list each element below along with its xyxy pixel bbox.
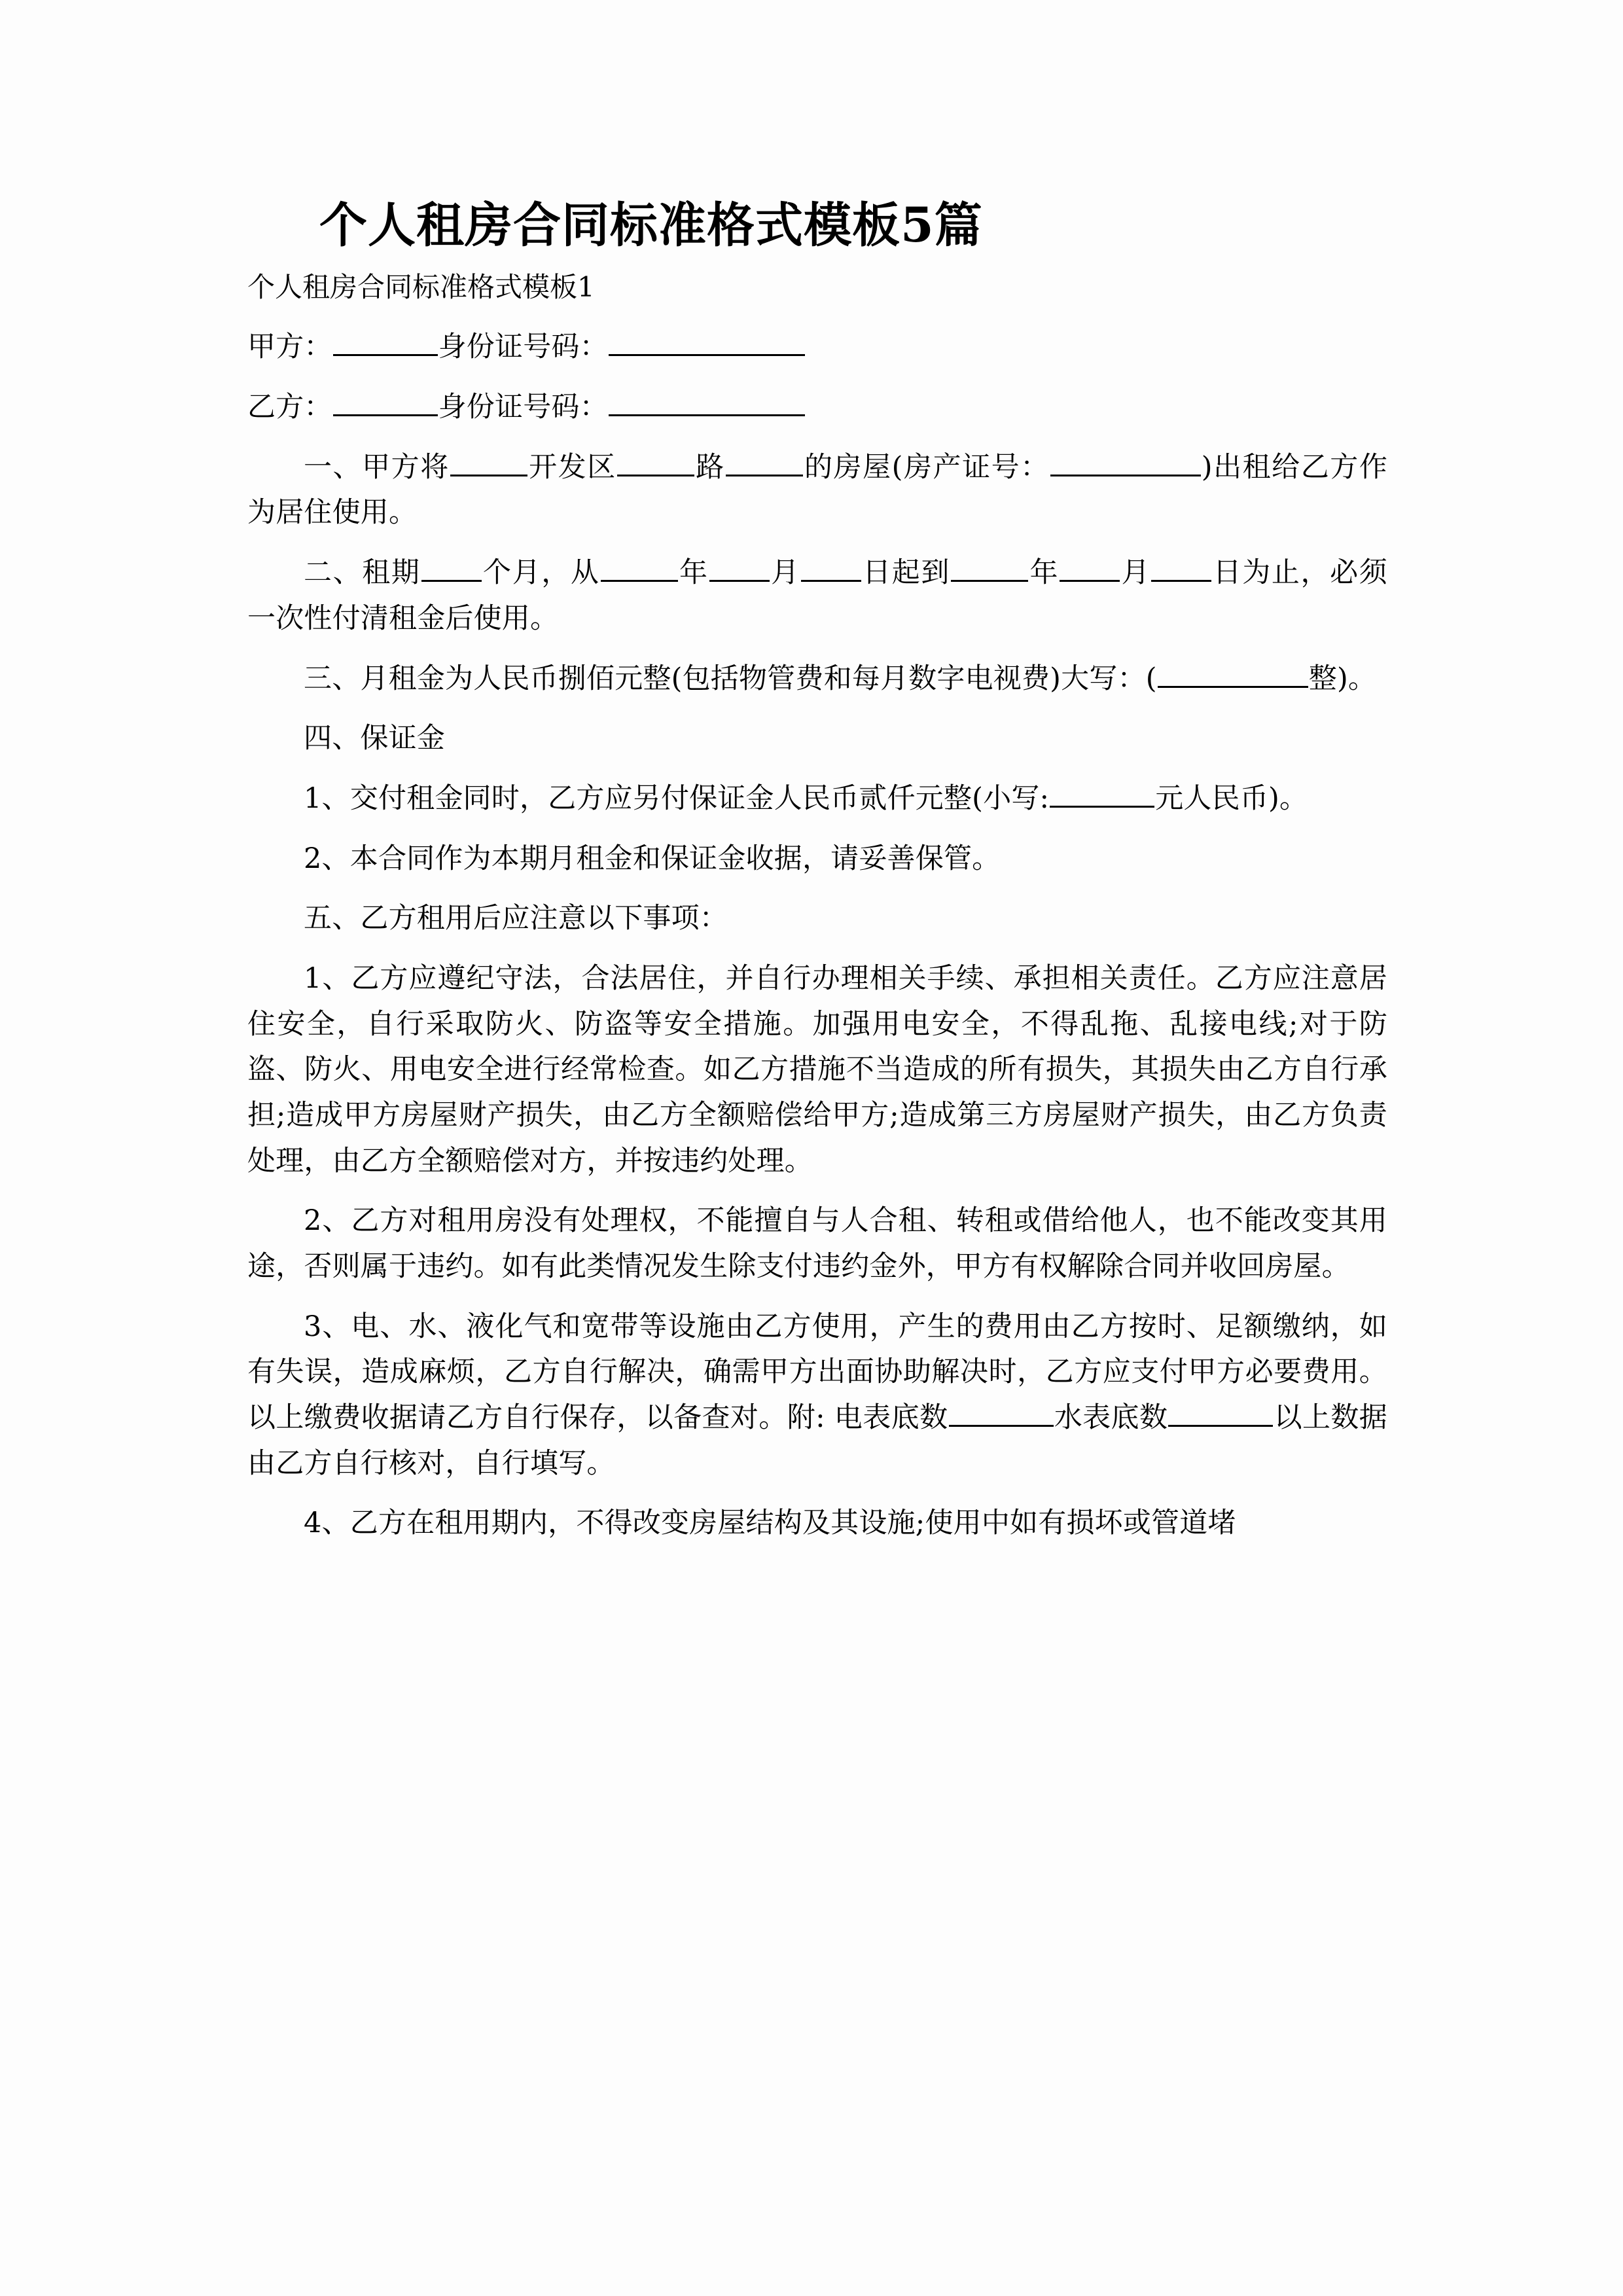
clause-1-text-e: ): [1201, 450, 1213, 484]
party-a-id-label: 身份证号码：: [438, 331, 608, 364]
electric-meter-blank[interactable]: [949, 1395, 1054, 1427]
clause-5-item-3: [247, 1304, 1387, 1487]
clause-2-text-b: 个月，从: [482, 556, 600, 590]
clause-4-item-2: 2、本合同作为本期月租金和保证金收据，请妥善保管。: [304, 842, 1001, 875]
clause-2-end-month-blank[interactable]: [1060, 550, 1120, 582]
clause-2-text-h: 日: [1212, 556, 1243, 590]
party-b-name-blank[interactable]: [333, 385, 438, 416]
clause-4-deposit-blank[interactable]: [1050, 776, 1154, 808]
clause-2-text-e: 日起到: [861, 556, 951, 590]
clause-5-item-4: 4、乙方在租用期内，不得改变房屋结构及其设施;使用中如有损坏或管道堵: [304, 1507, 1236, 1540]
clause-2-start-day-blank[interactable]: [801, 550, 861, 582]
clause-1-text-b: 开发区: [527, 450, 616, 484]
clause-3-text-b: (: [1145, 662, 1157, 695]
clause-3: [247, 656, 1387, 702]
party-b-id-label: 身份证号码：: [438, 390, 608, 423]
clause-1-text-c: 路: [694, 450, 725, 484]
clause-1-cert-blank[interactable]: [1050, 445, 1201, 476]
document-subtitle: 个人租房合同标准格式模板1: [247, 271, 595, 304]
water-meter-blank[interactable]: [1168, 1395, 1273, 1427]
clause-4-1-text-b: 元人民币)。: [1155, 782, 1308, 816]
clause-1-district-blank[interactable]: [450, 445, 527, 476]
clause-1-text-d: 的房屋(房产证号：: [803, 450, 1050, 484]
party-a-label: 甲方：: [247, 331, 332, 364]
clause-2-end-year-blank[interactable]: [951, 550, 1028, 582]
clause-1-number-blank[interactable]: [726, 445, 803, 476]
clause-4-1-text-a: 1、交付租金同时，乙方应另付保证金人民币贰仟元整(小写:: [304, 782, 1050, 816]
clause-2-start-year-blank[interactable]: [601, 550, 678, 582]
clause-5-item-1: 1、乙方应遵纪守法，合法居住，并自行办理相关手续、承担相关责任。乙方应注意居住安全，自行采取防火、防盗等安全措施。加强用电安全，不得乱拖、乱接电线;对于防盗、防火、用电安全进行经常检查。如乙方措施不当造成的所有损失，其损失由乙方自行承担;造成甲方房屋财产损失，由乙方全额赔偿给甲方;造成第三方房屋财产损失，由乙方负责处理，由乙方全额赔偿对方，并按违约处理。: [247, 962, 1387, 1177]
clause-5-heading: 五、乙方租用后应注意以下事项：: [304, 902, 728, 935]
clause-2-text-cont: 为止，必须一次性付清租金后使用。: [247, 556, 1388, 635]
clause-2-text-f: 年: [1029, 556, 1060, 590]
document-content: [247, 196, 1387, 1561]
party-a-line: [247, 325, 1387, 370]
clause-2-months-blank[interactable]: [421, 550, 482, 582]
clause-1-text-cont: 出租给乙方作为居住使用。: [247, 450, 1388, 529]
clause-3-text-a: 三、月租金为人民币捌佰元整(包括物管费和每月数字电视费)大写：: [304, 662, 1146, 695]
party-b-label: 乙方：: [247, 390, 332, 423]
page-title: 个人租房合同标准格式模板5篇: [319, 197, 983, 253]
clause-3-text-c: 整)。: [1308, 662, 1377, 695]
party-a-id-blank[interactable]: [609, 325, 805, 356]
clause-2: [247, 550, 1387, 641]
clause-2-end-day-blank[interactable]: [1151, 550, 1211, 582]
clause-1-text-a: 一、甲方将: [304, 450, 450, 484]
party-a-name-blank[interactable]: [333, 325, 438, 356]
clause-2-text-d: 月: [770, 556, 800, 590]
clause-4-item-1: [247, 776, 1387, 822]
clause-2-text-g: 月: [1120, 556, 1151, 590]
clause-2-start-month-blank[interactable]: [709, 550, 770, 582]
clause-2-text-a: 二、租期: [304, 556, 421, 590]
clause-1: [247, 445, 1387, 536]
clause-1-road-blank[interactable]: [617, 445, 694, 476]
clause-5-3-text-b: 水表底数: [1054, 1401, 1168, 1435]
party-b-id-blank[interactable]: [609, 385, 805, 416]
party-b-line: [247, 385, 1387, 431]
clause-5-item-2: 2、乙方对租用房没有处理权，不能擅自与人合租、转租或借给他人，也不能改变其用途，否则属于违约。如有此类情况发生除支付违约金外，甲方有权解除合同并收回房屋。: [247, 1204, 1387, 1283]
clause-5-3-text-c: 以上数据由乙方自行核对，自行填写。: [247, 1401, 1387, 1480]
clause-2-text-c: 年: [678, 556, 709, 590]
clause-5-3-text-a: 3、电、水、液化气和宽带等设施由乙方使用，产生的费用由乙方按时、足额缴纳，如有失误，造成麻烦，乙方自行解决，确需甲方出面协助解决时，乙方应支付甲方必要费用。以上缴费收据请乙方自行保存，以备查对。附: 电表底数: [247, 1310, 1387, 1435]
clause-3-amount-blank[interactable]: [1158, 656, 1308, 688]
clause-4-heading: 四、保证金: [304, 722, 445, 755]
